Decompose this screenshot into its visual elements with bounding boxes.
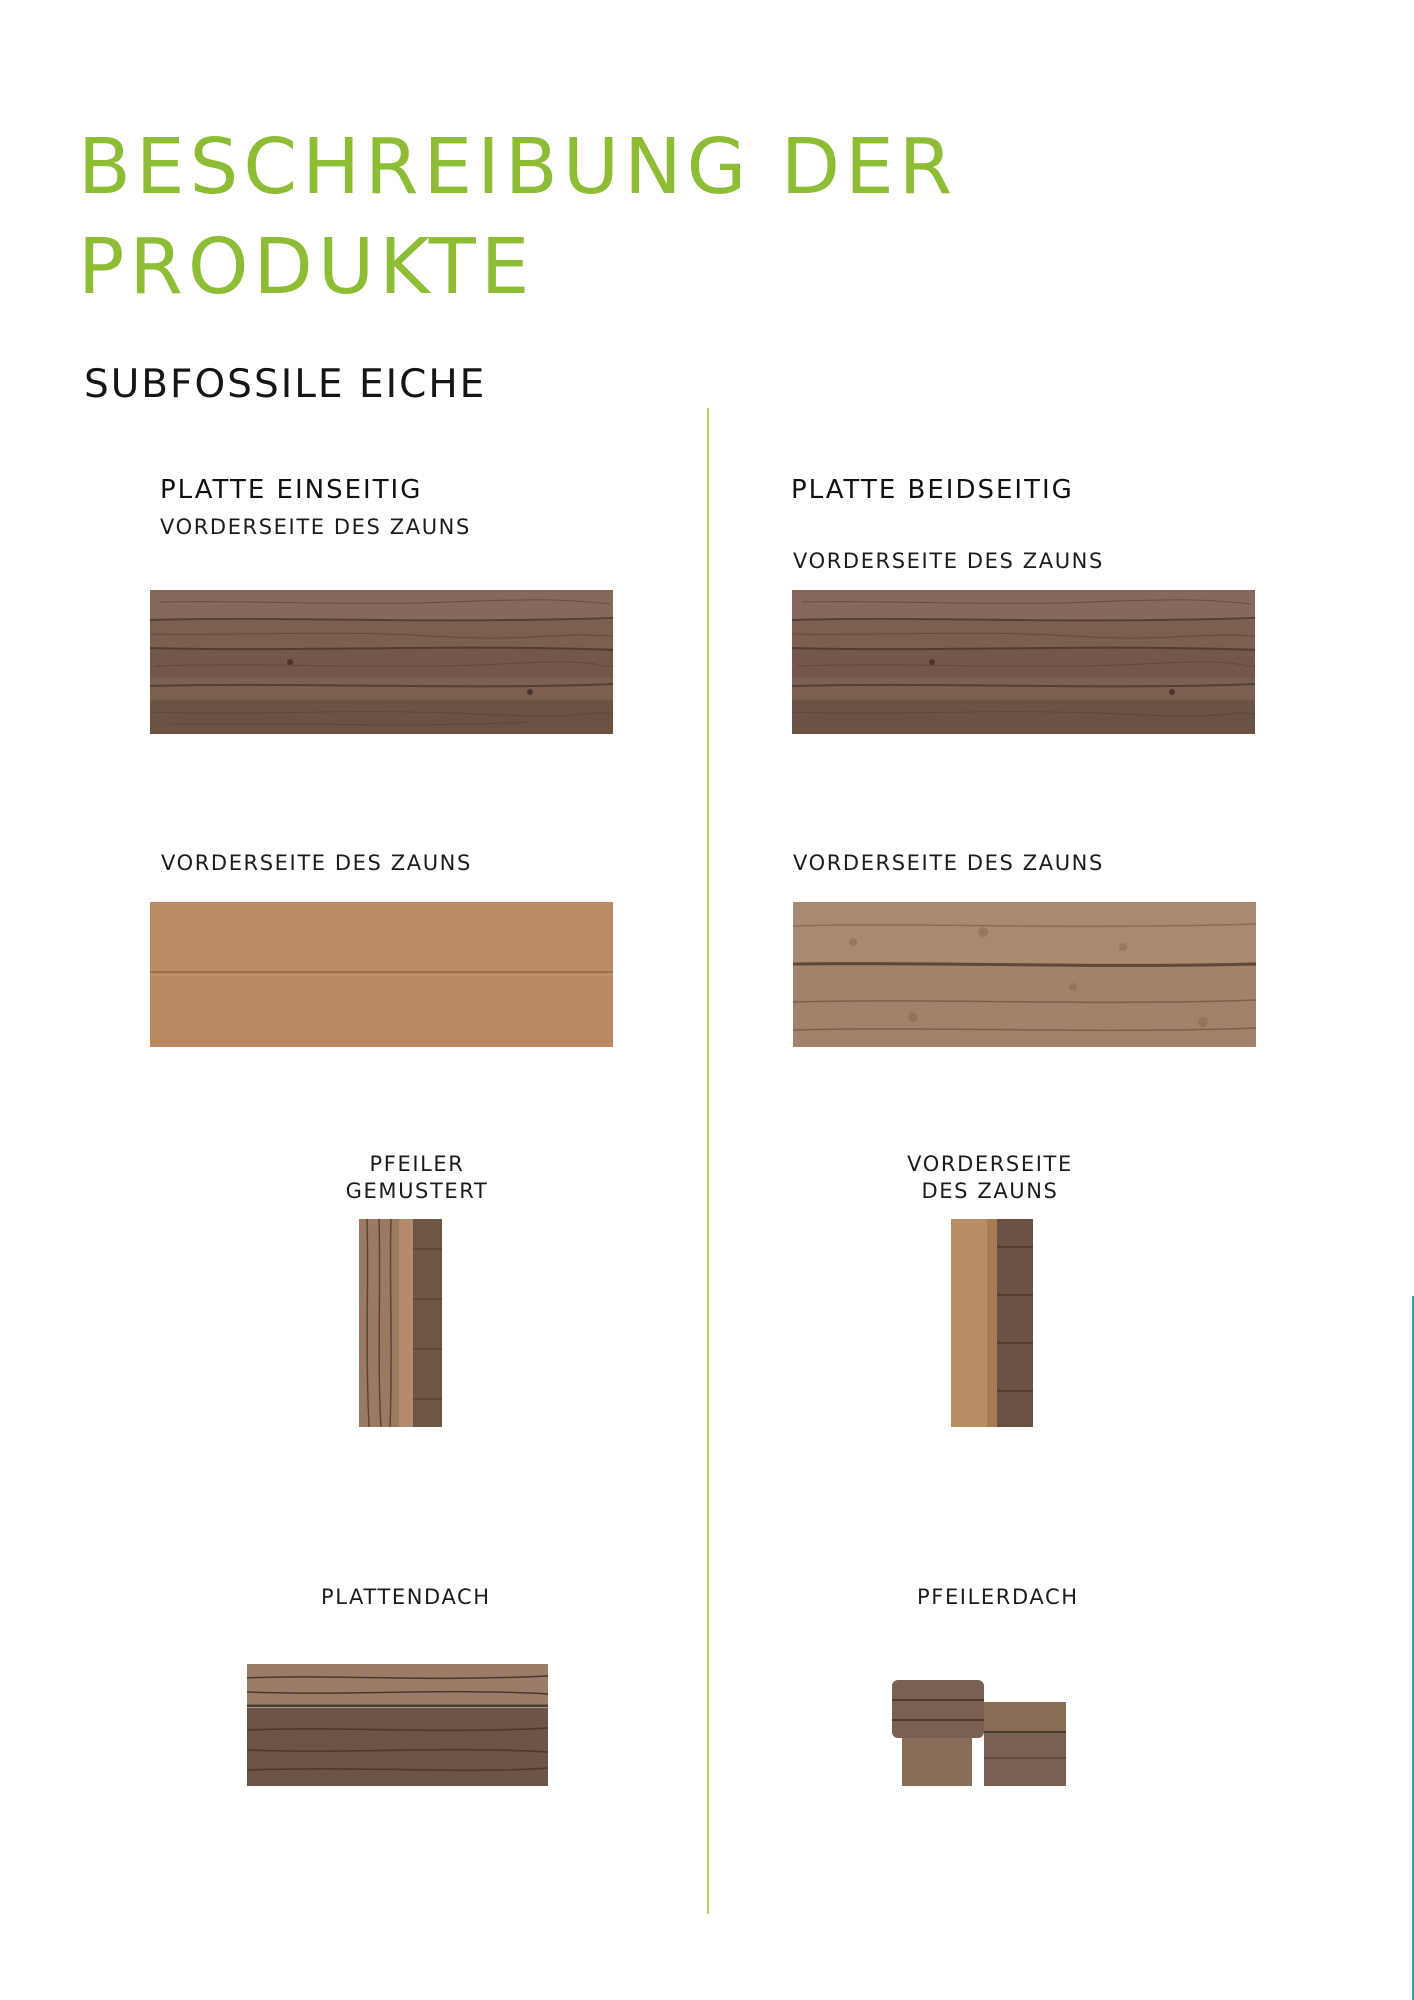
- right-pillar-label: [890, 1151, 1090, 1205]
- panel-two-sided-back-image: [793, 902, 1256, 1047]
- right-front-label-2: VORDERSEITE DES ZAUNS: [793, 851, 1104, 875]
- panel-two-sided-front-image: [792, 590, 1255, 734]
- left-pillar-label: [317, 1151, 517, 1205]
- pillar-two-sided-image: [951, 1219, 1033, 1427]
- pillar-patterned-image: [359, 1219, 442, 1427]
- left-roof-label: PLATTENDACH: [321, 1585, 491, 1609]
- right-pillar-label-line-1: VORDERSEITE: [907, 1152, 1073, 1176]
- left-heading: PLATTE EINSEITIG: [160, 475, 423, 505]
- left-front-label-2: VORDERSEITE DES ZAUNS: [161, 851, 472, 875]
- right-pillar-label-line-2: DES ZAUNS: [921, 1179, 1059, 1203]
- section-subtitle: SUBFOSSILE EICHE: [84, 362, 487, 407]
- panel-roof-image: [247, 1664, 548, 1786]
- left-pillar-label-line-1: PFEILER: [369, 1152, 465, 1176]
- page-title: [78, 118, 1178, 318]
- pillar-roof-image: [832, 1658, 1136, 1786]
- panel-one-sided-front-image: [150, 590, 613, 734]
- left-pillar-label-line-2: GEMUSTERT: [345, 1179, 489, 1203]
- column-divider: [707, 408, 709, 1914]
- right-heading: PLATTE BEIDSEITIG: [791, 475, 1074, 505]
- left-front-label-1: VORDERSEITE DES ZAUNS: [160, 515, 471, 539]
- panel-one-sided-back-image: [150, 902, 613, 1047]
- page-title-line-1: BESCHREIBUNG DER: [78, 123, 958, 212]
- right-front-label-1: VORDERSEITE DES ZAUNS: [793, 549, 1104, 573]
- page-title-line-2: PRODUKTE: [78, 223, 535, 312]
- right-roof-label: PFEILERDACH: [917, 1585, 1079, 1609]
